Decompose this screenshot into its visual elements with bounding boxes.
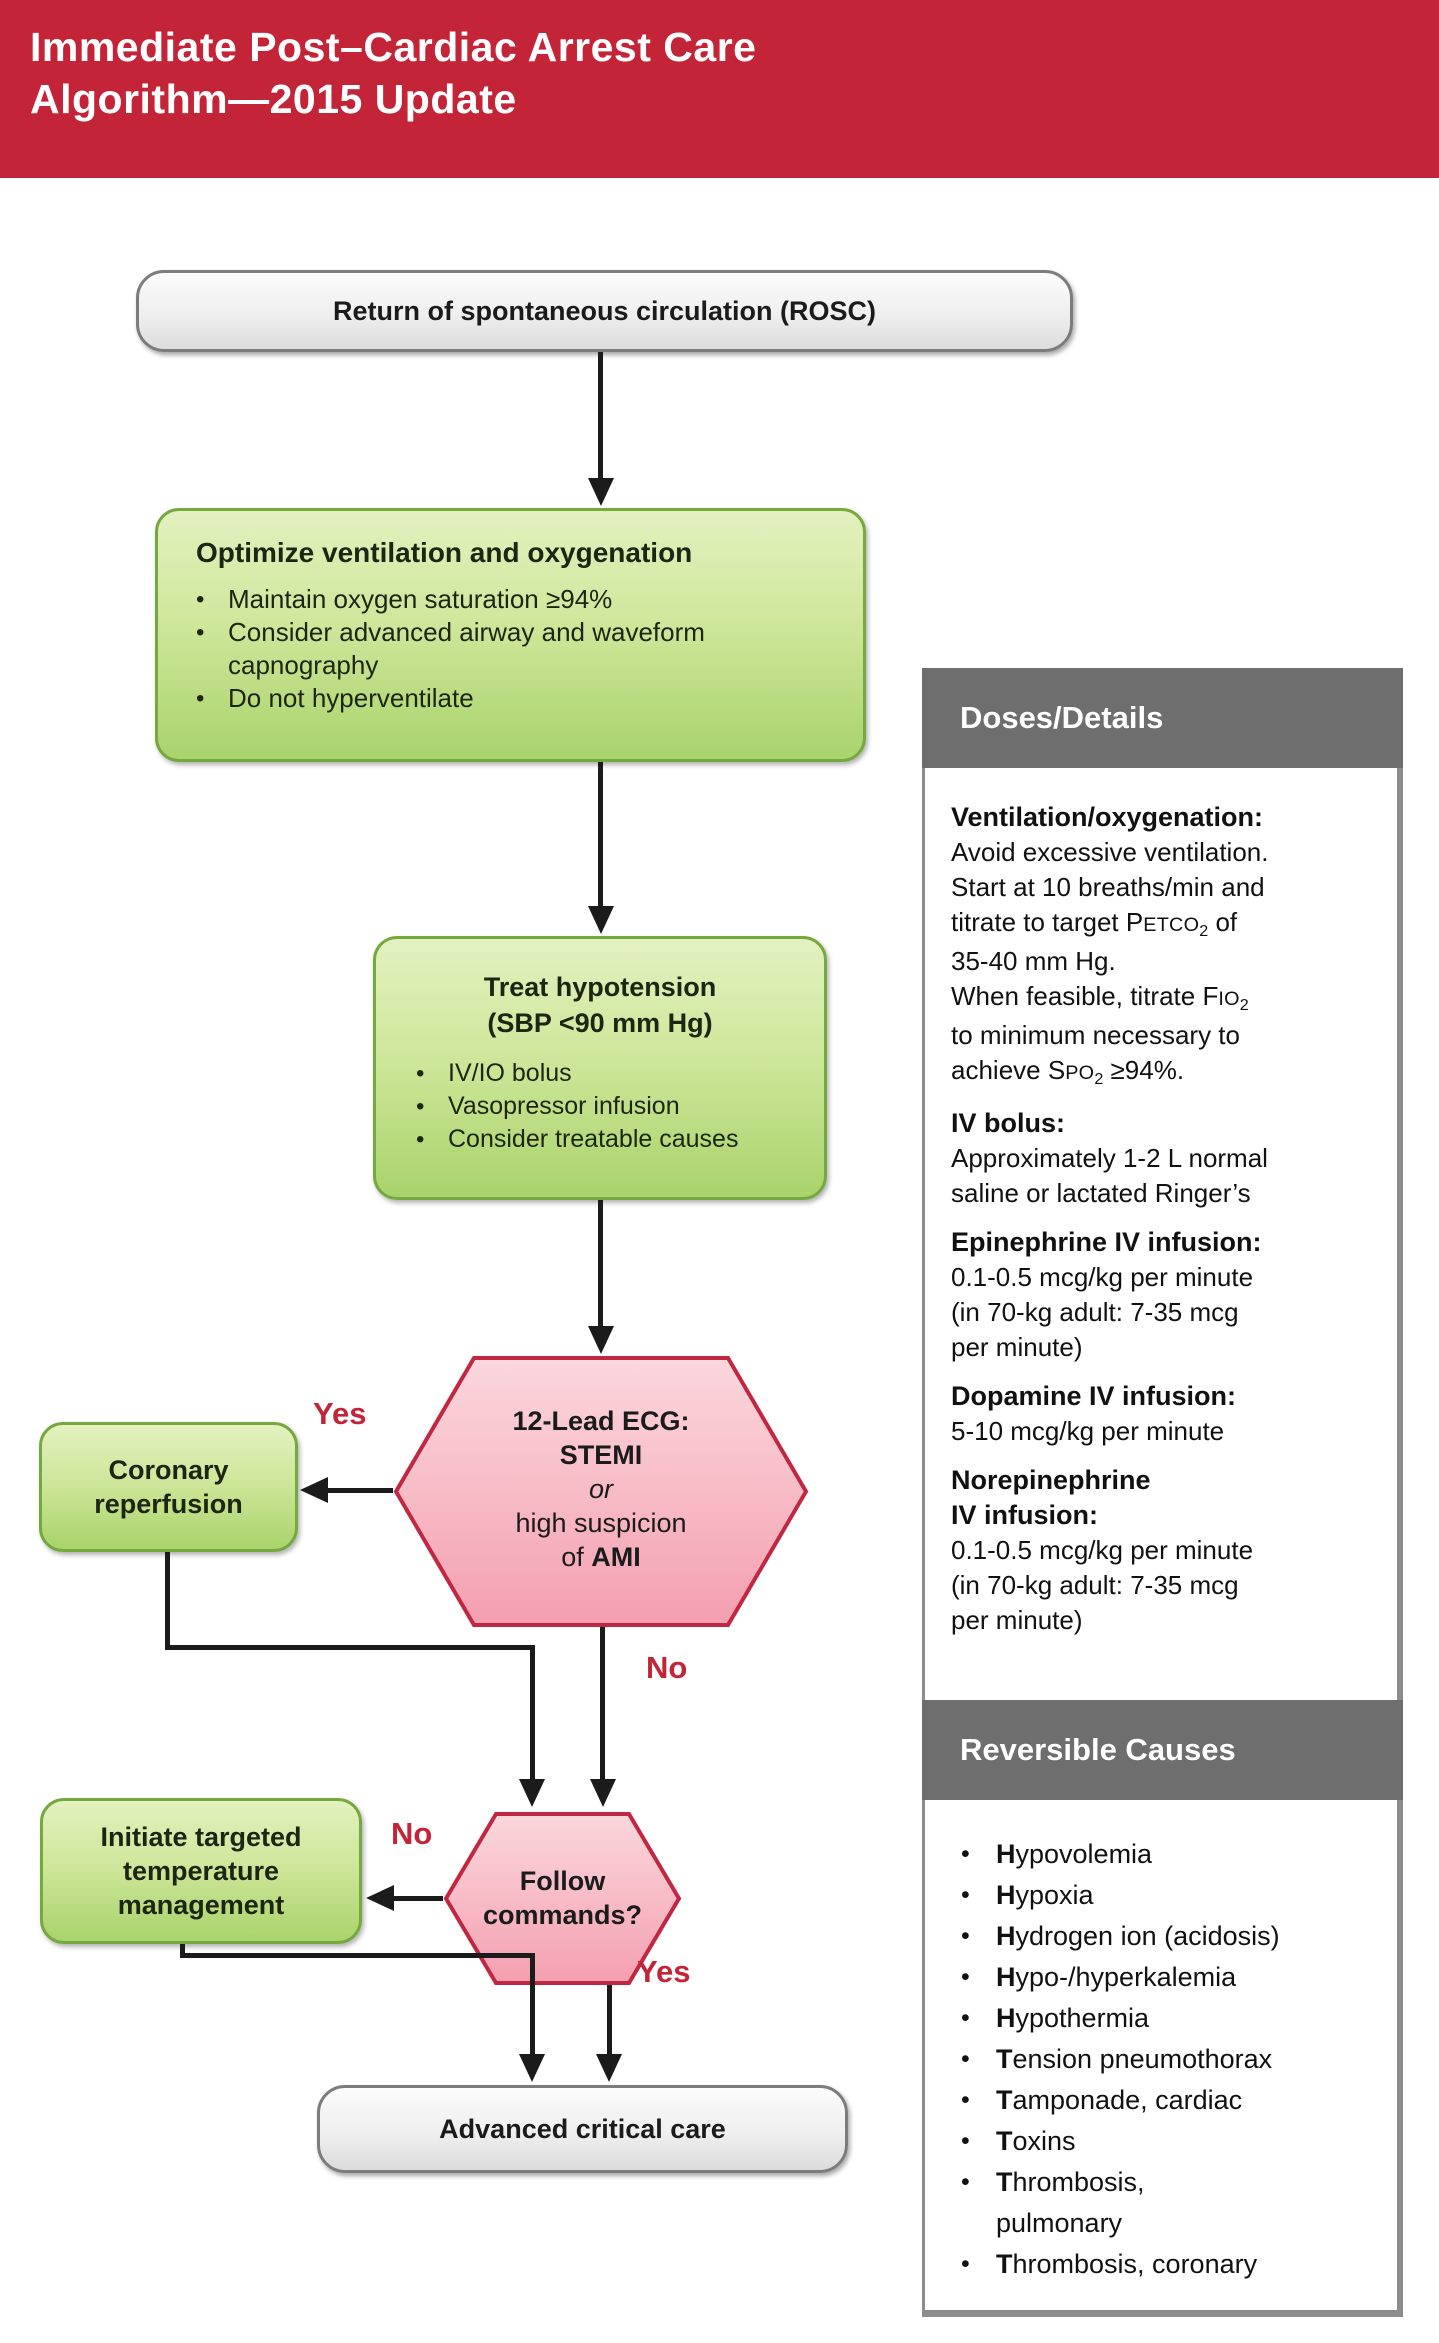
follow-line2: commands? bbox=[482, 1900, 643, 1930]
arrowhead-down-icon bbox=[588, 478, 614, 506]
bullet-item: • Vasopressor infusion bbox=[416, 1092, 680, 1120]
node-treat-title1: Treat hypotension bbox=[483, 972, 717, 1002]
connector-rosc-optimize bbox=[598, 352, 603, 480]
doses-line: 5-10 mcg/kg per minute bbox=[951, 1416, 1225, 1446]
label-no-ecg: No bbox=[646, 1650, 688, 1685]
connector-coronary-elbow-h bbox=[165, 1645, 535, 1650]
doses-line: saline or lactated Ringer’s bbox=[951, 1178, 1251, 1208]
connector-optimize-treat bbox=[598, 762, 603, 908]
doses-line: When feasible, titrate FIO2 bbox=[951, 981, 1249, 1014]
doses-line: to minimum necessary to bbox=[951, 1020, 1240, 1050]
cause-item: • Hypo-/hyperkalemia bbox=[961, 1962, 1237, 1992]
ecg-line2: STEMI bbox=[559, 1440, 643, 1470]
connector-ecg-follow bbox=[600, 1627, 605, 1781]
connector-follow-initiate bbox=[392, 1896, 443, 1901]
node-optimize-ventilation bbox=[155, 508, 866, 762]
cause-item: • Toxins bbox=[961, 2126, 1076, 2156]
coronary-line2: reperfusion bbox=[94, 1489, 243, 1519]
arrowhead-down-icon bbox=[519, 1779, 545, 1807]
label-no-follow: No bbox=[391, 1816, 433, 1851]
connector-follow-advanced bbox=[607, 1985, 612, 2056]
node-treat-bullets bbox=[376, 1057, 824, 1156]
arrowhead-left-icon bbox=[300, 1477, 328, 1503]
label-yes-ecg: Yes bbox=[313, 1396, 367, 1431]
bullet-item: • Consider treatable causes bbox=[416, 1125, 739, 1153]
title-banner bbox=[0, 0, 1439, 178]
node-treat-title2: (SBP <90 mm Hg) bbox=[487, 1008, 713, 1038]
cause-item: • Hypoxia bbox=[961, 1880, 1094, 1910]
follow-line1: Follow bbox=[519, 1866, 606, 1896]
initiate-line1: Initiate targeted bbox=[100, 1822, 302, 1852]
doses-details-panel bbox=[922, 668, 1403, 2317]
doses-line: Start at 10 breaths/min and bbox=[951, 872, 1265, 902]
arrowhead-left-icon bbox=[366, 1885, 394, 1911]
doses-line: titrate to target PETCO2 of bbox=[951, 907, 1238, 940]
doses-line: (in 70-kg adult: 7-35 mcg bbox=[951, 1297, 1239, 1327]
page-title-line1: Immediate Post–Cardiac Arrest Care bbox=[30, 24, 757, 70]
cause-item: • Hypothermia bbox=[961, 2003, 1150, 2033]
connector-initiate-elbow-v2 bbox=[530, 1953, 535, 2056]
ecg-line4: high suspicion bbox=[515, 1508, 687, 1538]
reversible-causes-header-label: Reversible Causes bbox=[960, 1732, 1236, 1767]
connector-coronary-elbow-v1 bbox=[165, 1552, 170, 1650]
doses-details-header bbox=[922, 668, 1403, 768]
initiate-line2: temperature bbox=[122, 1856, 280, 1886]
doses-details-body bbox=[922, 768, 1403, 1700]
advanced-label: Advanced critical care bbox=[439, 2113, 726, 2144]
cause-item-continuation: pulmonary bbox=[996, 2208, 1123, 2238]
doses-line: Norepinephrine bbox=[951, 1465, 1151, 1495]
node-optimize-title: Optimize ventilation and oxygenation bbox=[196, 537, 693, 568]
ecg-line3: or bbox=[588, 1474, 613, 1504]
arrowhead-down-icon bbox=[590, 1779, 616, 1807]
bullet-item: • IV/IO bolus bbox=[416, 1059, 572, 1087]
node-coronary-reperfusion bbox=[39, 1422, 298, 1552]
node-treat-hypotension bbox=[373, 936, 827, 1200]
cause-item: • Tension pneumothorax bbox=[961, 2044, 1273, 2074]
decision-ecg-stemi bbox=[393, 1356, 809, 1627]
doses-line: 0.1-0.5 mcg/kg per minute bbox=[951, 1535, 1254, 1565]
doses-line: 0.1-0.5 mcg/kg per minute bbox=[951, 1262, 1254, 1292]
doses-line: IV bolus: bbox=[951, 1108, 1065, 1138]
cause-item: • Thrombosis, coronary bbox=[961, 2249, 1258, 2279]
bullet-item: • Do not hyperventilate bbox=[196, 683, 474, 713]
node-optimize-bullets bbox=[196, 583, 833, 715]
doses-line: IV infusion: bbox=[951, 1500, 1098, 1530]
doses-line: 35-40 mm Hg. bbox=[951, 946, 1116, 976]
arrowhead-down-icon bbox=[519, 2054, 545, 2082]
doses-details-header-label: Doses/Details bbox=[960, 700, 1164, 735]
reversible-causes-header bbox=[922, 1700, 1403, 1800]
node-advanced-critical-care bbox=[317, 2085, 848, 2173]
doses-line: Dopamine IV infusion: bbox=[951, 1381, 1237, 1411]
connector-coronary-elbow-v2 bbox=[530, 1645, 535, 1781]
ecg-line1: 12-Lead ECG: bbox=[512, 1406, 690, 1436]
cause-item: • Hydrogen ion (acidosis) bbox=[961, 1921, 1280, 1951]
doses-line: per minute) bbox=[951, 1605, 1083, 1635]
arrowhead-down-icon bbox=[588, 906, 614, 934]
node-rosc bbox=[136, 270, 1073, 352]
doses-line: achieve SPO2 ≥94%. bbox=[951, 1055, 1185, 1088]
connector-ecg-coronary bbox=[322, 1488, 393, 1493]
cause-item: • Hypovolemia bbox=[961, 1839, 1153, 1869]
bullet-item: • Maintain oxygen saturation ≥94% bbox=[196, 584, 613, 614]
ecg-line5: of AMI bbox=[561, 1542, 641, 1572]
page-title-line2: Algorithm—2015 Update bbox=[30, 76, 517, 122]
doses-line: Ventilation/oxygenation: bbox=[951, 802, 1264, 832]
node-targeted-temperature bbox=[40, 1798, 362, 1944]
reversible-causes-body bbox=[922, 1800, 1403, 2317]
bullet-item: • Consider advanced airway and waveform capnography bbox=[196, 617, 705, 680]
arrowhead-down-icon bbox=[596, 2054, 622, 2082]
connector-initiate-elbow-h bbox=[180, 1953, 535, 1958]
initiate-line3: management bbox=[117, 1890, 285, 1920]
cause-item: • Thrombosis, bbox=[961, 2167, 1145, 2197]
connector-treat-ecg bbox=[598, 1200, 603, 1328]
doses-line: Epinephrine IV infusion: bbox=[951, 1227, 1262, 1257]
coronary-line1: Coronary bbox=[108, 1455, 229, 1485]
arrowhead-down-icon bbox=[588, 1326, 614, 1354]
doses-line: Approximately 1-2 L normal bbox=[951, 1143, 1268, 1173]
cause-item: • Tamponade, cardiac bbox=[961, 2085, 1243, 2115]
label-yes-follow: Yes bbox=[637, 1954, 691, 1989]
doses-line: (in 70-kg adult: 7-35 mcg bbox=[951, 1570, 1239, 1600]
node-rosc-label: Return of spontaneous circulation (ROSC) bbox=[332, 295, 877, 326]
doses-line: per minute) bbox=[951, 1332, 1083, 1362]
doses-line: Avoid excessive ventilation. bbox=[951, 837, 1269, 867]
